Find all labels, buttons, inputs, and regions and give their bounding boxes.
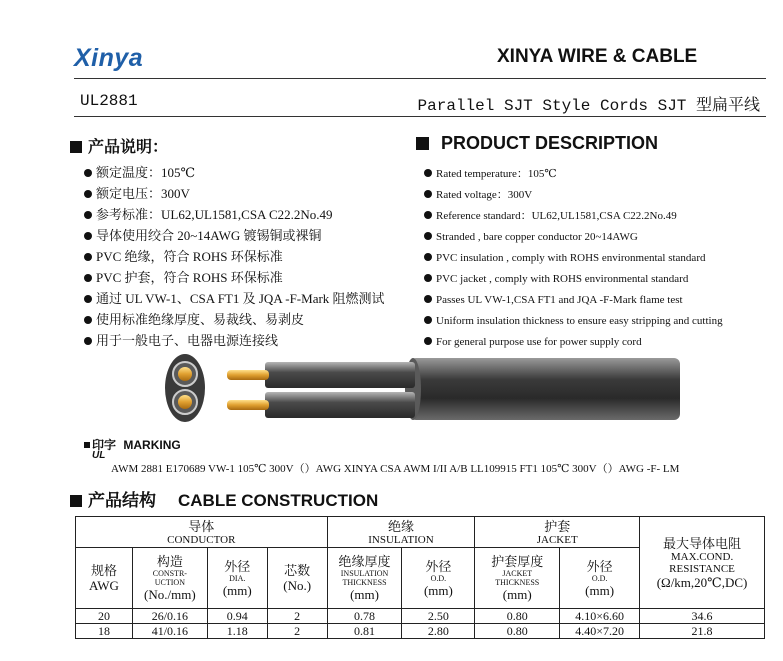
ins-od-header-cn: 外径: [425, 558, 452, 574]
spec-list-cn: [84, 162, 385, 351]
bullet-icon: [424, 316, 432, 324]
dia-header-cn: 外径: [224, 558, 251, 574]
conductor-header-en: CONDUCTOR: [167, 533, 236, 546]
jacket-header-cn: 护套: [544, 518, 571, 534]
square-bullet-icon: [70, 141, 82, 153]
list-item: [424, 269, 723, 290]
list-item: [84, 288, 385, 309]
jk-od-header-cn: 外径: [586, 558, 613, 574]
cell-jacket-od: 4.10×6.60: [560, 609, 640, 624]
header-divider: [74, 78, 766, 79]
description-heading-en-text: PRODUCT DESCRIPTION: [441, 133, 659, 153]
marking-heading-cn: 印字: [92, 438, 117, 452]
list-item-text: 使用标准绝缘厚度、易裁线、易剥皮: [96, 312, 305, 327]
list-item-text: PVC jacket , comply with ROHS environmental standard: [436, 273, 689, 285]
square-bullet-icon: [416, 137, 429, 150]
company-name: XINYA WIRE & CABLE: [497, 46, 698, 67]
cell-jacket-thickness: 0.80: [475, 609, 560, 624]
awg-header-en: AWG: [88, 578, 119, 593]
cell-max-resistance: 21.8: [640, 624, 765, 639]
jacket-thickness-header: [475, 548, 560, 609]
list-item-text: Rated temperature：105℃: [436, 168, 557, 180]
max-resistance-header: [640, 517, 765, 609]
insulation-od-header: [402, 548, 475, 609]
bullet-icon: [84, 253, 92, 261]
awg-header: [76, 548, 133, 609]
list-item: [84, 246, 385, 267]
bullet-icon: [84, 337, 92, 345]
list-item-text: Reference standard：UL62,UL1581,CSA C22.2No.49: [436, 210, 677, 222]
cell-cores: 2: [267, 609, 327, 624]
ins-od-header-unit: (mm): [423, 582, 453, 598]
model-number: UL2881: [80, 92, 138, 110]
cell-construction: 41/0.16: [132, 624, 207, 639]
list-item: [424, 164, 723, 185]
ins-thk-header-cn: 绝缘厚度: [338, 554, 391, 569]
bullet-icon: [424, 274, 432, 282]
construction-col-header: [132, 548, 207, 609]
cell-ins-thickness: 0.78: [327, 609, 402, 624]
cell-dia: 1.18: [207, 624, 267, 639]
cell-ins-od: 2.80: [402, 624, 475, 639]
constr-header-en2: UCTION: [154, 578, 185, 587]
list-item-text: 额定温度：105℃: [96, 165, 196, 180]
cores-header: [267, 548, 327, 609]
jk-thk-header-en2: THICKNESS: [495, 578, 540, 587]
list-item-text: 参考标准：UL62,UL1581,CSA C22.2No.49: [96, 207, 333, 222]
jk-thk-header-en1: JACKET: [502, 569, 533, 578]
construction-table: [75, 516, 765, 639]
list-item: [424, 206, 723, 227]
bullet-icon: [424, 232, 432, 240]
bullet-icon: [84, 274, 92, 282]
cell-jacket-thickness: 0.80: [475, 624, 560, 639]
jacket-od-header: [560, 548, 640, 609]
construction-heading: [70, 486, 378, 511]
ins-thk-header-en2: THICKNESS: [342, 578, 387, 587]
bullet-icon: [424, 295, 432, 303]
list-item-text: For general purpose use for power supply cord: [436, 336, 642, 348]
cell-awg: 20: [76, 609, 133, 624]
conductor-header-cn: 导体: [188, 518, 215, 534]
jk-od-header-en: O.D.: [591, 573, 608, 583]
bullet-icon: [424, 253, 432, 261]
list-item: [84, 330, 385, 351]
insulation-header-en: INSULATION: [368, 533, 434, 546]
product-title: Parallel SJT Style Cords SJT 型扁平线: [417, 97, 760, 115]
cores-header-unit: (No.): [283, 578, 312, 593]
jacket-header-en: JACKET: [536, 533, 578, 546]
cable-jacket: [410, 358, 680, 420]
table-row: [76, 609, 765, 624]
max-resistance-en2: RESISTANCE: [669, 562, 735, 575]
awg-header-cn: 规格: [90, 563, 117, 578]
list-item-text: Uniform insulation thickness to ensure easy stripping and cutting: [436, 315, 723, 327]
copper-conductor-2: [227, 400, 269, 410]
list-item-text: Stranded , bare copper conductor 20~14AWG: [436, 231, 638, 243]
marking-heading-en: MARKING: [123, 438, 181, 452]
insulation-thickness-header: [327, 548, 402, 609]
conductor-header: [76, 517, 328, 548]
cross-section-conductor-1: [178, 367, 192, 381]
description-heading-en: [416, 133, 658, 154]
marking-text: AWM 2881 E170689 VW-1 105℃ 300V（）AWG XINYA CSA AWM I/II A/B LL109915 FT1 105℃ 300V（）AWG -F- LM: [111, 463, 680, 475]
insulation-header: [327, 517, 475, 548]
list-item-text: 通过 UL VW-1、CSA FT1 及 JQA -F-Mark 阻燃测试: [96, 291, 385, 306]
spec-list-en: [424, 164, 723, 353]
cell-dia: 0.94: [207, 609, 267, 624]
description-heading-cn: [70, 134, 168, 157]
list-item-text: 导体使用绞合 20~14AWG 镀锡铜或裸铜: [96, 228, 322, 243]
bullet-icon: [84, 316, 92, 324]
list-item: [84, 267, 385, 288]
jk-thk-header-cn: 护套厚度: [491, 554, 544, 569]
cell-cores: 2: [267, 624, 327, 639]
cores-header-cn: 芯数: [284, 563, 311, 578]
table-header-row: [76, 517, 765, 548]
company-logo: Xinya: [74, 44, 144, 72]
cell-ins-thickness: 0.81: [327, 624, 402, 639]
square-bullet-icon: [70, 495, 82, 507]
construction-heading-cn: 产品结构: [88, 491, 156, 510]
list-item: [424, 248, 723, 269]
jacket-header: [475, 517, 640, 548]
insulated-core-1: [265, 362, 415, 388]
copper-conductor-1: [227, 370, 269, 380]
jk-thk-header-unit: (mm): [502, 587, 532, 602]
list-item-text: 额定电压：300V: [96, 186, 190, 201]
ins-od-header-en: O.D.: [430, 573, 447, 583]
square-bullet-icon: [84, 442, 90, 448]
list-item-text: PVC 护套，符合 ROHS 环保标准: [96, 270, 283, 285]
insulated-core-2: [265, 392, 415, 418]
max-resistance-cn: 最大导体电阻: [663, 535, 742, 551]
list-item-text: 用于一般电子、电器电源连接线: [96, 333, 279, 348]
list-item: [84, 183, 385, 204]
list-item: [424, 290, 723, 311]
list-item: [84, 225, 385, 246]
bullet-icon: [424, 211, 432, 219]
dia-header-unit: (mm): [222, 582, 252, 598]
bullet-icon: [84, 232, 92, 240]
insulation-header-cn: 绝缘: [387, 518, 414, 534]
description-heading-cn-text: 产品说明：: [88, 139, 169, 156]
max-resistance-en1: MAX.COND.: [670, 550, 734, 563]
list-item-text: PVC insulation , comply with ROHS environmental standard: [436, 252, 706, 264]
dia-header-en: DIA.: [229, 573, 246, 583]
title-divider: [74, 116, 766, 117]
constr-header-unit: (No./mm): [144, 587, 196, 602]
bullet-icon: [84, 190, 92, 198]
list-item-text: PVC 绝缘，符合 ROHS 环保标准: [96, 249, 283, 264]
cell-ins-od: 2.50: [402, 609, 475, 624]
list-item: [84, 204, 385, 225]
list-item-text: Passes UL VW-1,CSA FT1 and JQA -F-Mark flame test: [436, 294, 683, 306]
cross-section-conductor-2: [178, 395, 192, 409]
dia-header: [207, 548, 267, 609]
bullet-icon: [84, 169, 92, 177]
ins-thk-header-en1: INSULATION: [340, 569, 389, 578]
bullet-icon: [84, 295, 92, 303]
list-item-text: Rated voltage：300V: [436, 189, 533, 201]
table-row: [76, 624, 765, 639]
constr-header-en1: CONSTR-: [152, 569, 187, 578]
bullet-icon: [84, 211, 92, 219]
cable-illustration: [155, 350, 680, 430]
list-item: [84, 162, 385, 183]
cell-jacket-od: 4.40×7.20: [560, 624, 640, 639]
cell-construction: 26/0.16: [132, 609, 207, 624]
list-item: [424, 311, 723, 332]
ul-logo: UL: [92, 450, 106, 461]
ins-thk-header-unit: (mm): [350, 587, 379, 602]
bullet-icon: [424, 337, 432, 345]
list-item: [424, 185, 723, 206]
bullet-icon: [424, 190, 432, 198]
list-item: [424, 227, 723, 248]
constr-header-cn: 构造: [156, 554, 183, 569]
cell-max-resistance: 34.6: [640, 609, 765, 624]
bullet-icon: [424, 169, 432, 177]
list-item: [84, 309, 385, 330]
max-resistance-unit: (Ω/km,20℃,DC): [656, 574, 748, 590]
jk-od-header-unit: (mm): [585, 582, 615, 598]
construction-heading-en: CABLE CONSTRUCTION: [178, 491, 379, 510]
cell-awg: 18: [76, 624, 133, 639]
